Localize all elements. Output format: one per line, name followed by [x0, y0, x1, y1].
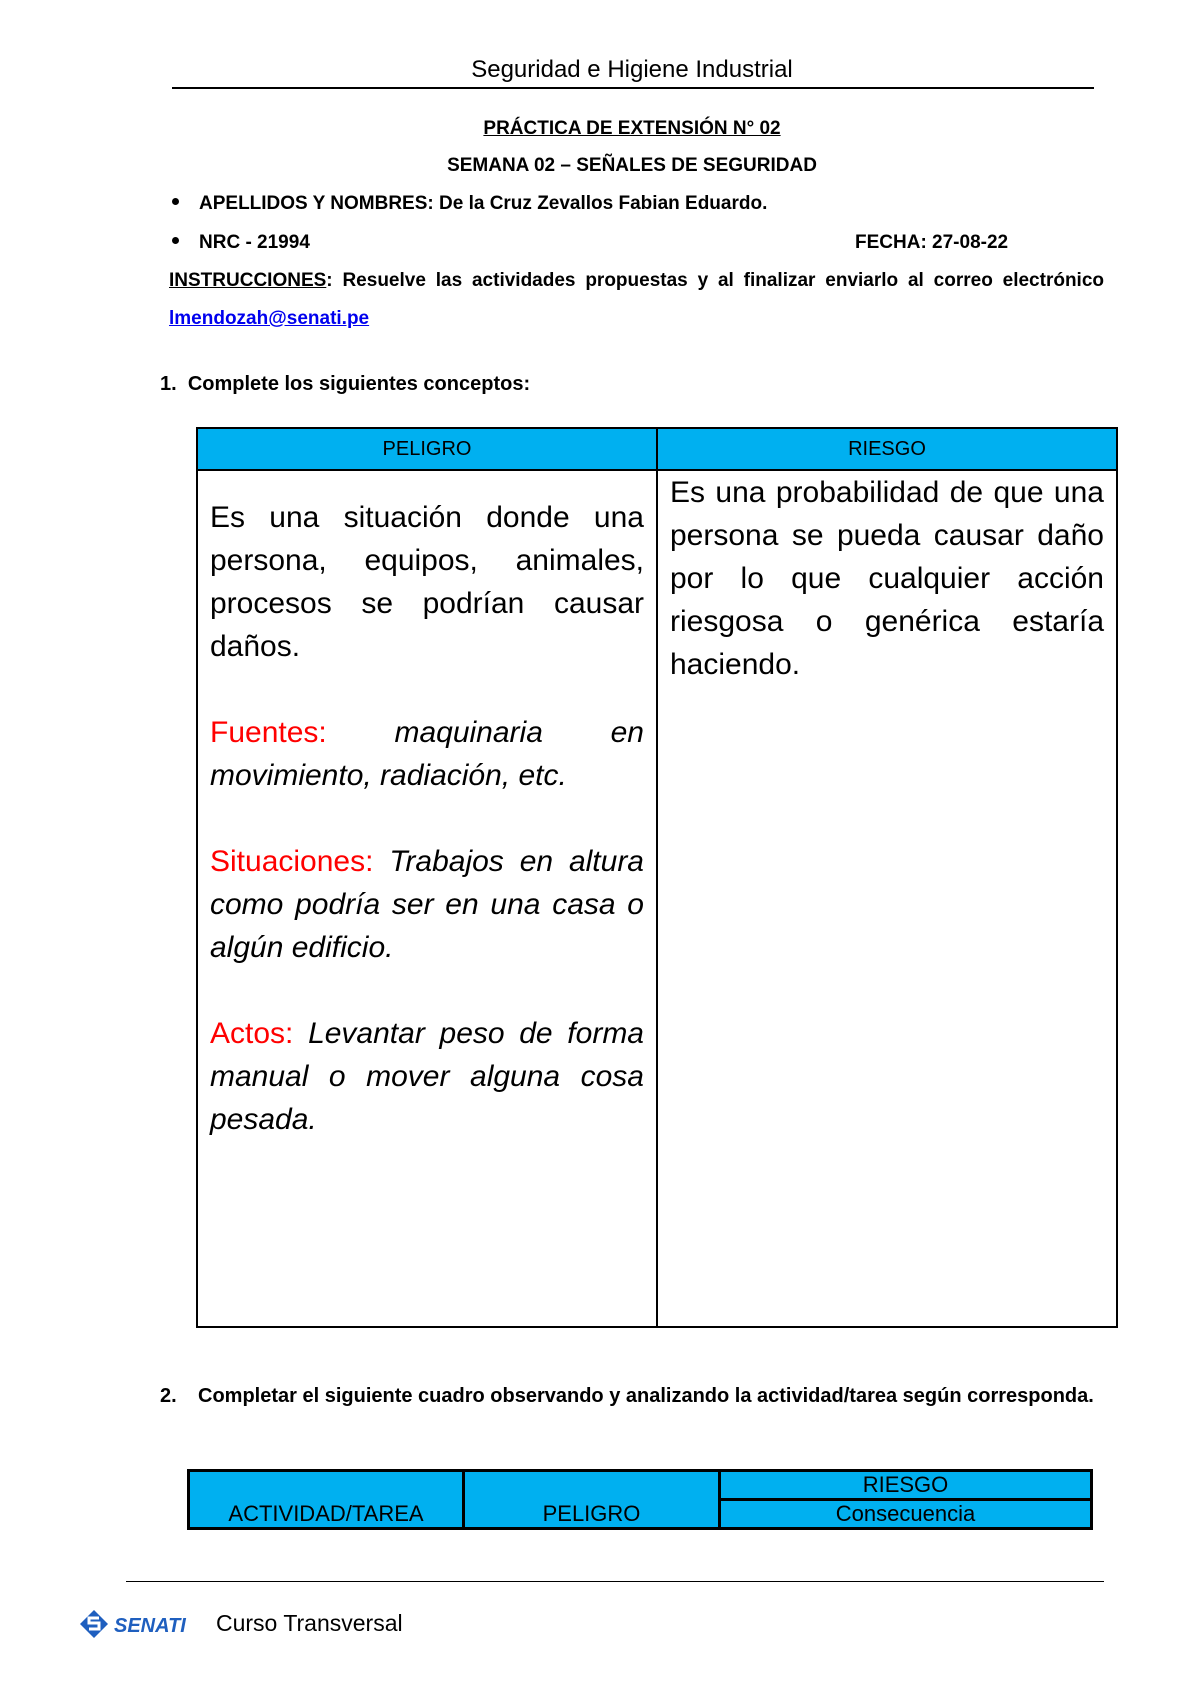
question-1	[160, 373, 530, 396]
document-subtitle: SEMANA 02 – SEÑALES DE SEGURIDAD	[447, 155, 817, 176]
peligro-definition: Es una situación donde una persona, equipos, animales, procesos se podrían causar daños.	[210, 501, 644, 663]
question-1-number: 1.	[160, 373, 177, 395]
peligro-header: PELIGRO	[197, 428, 657, 470]
actividad-header: ACTIVIDAD/TAREA	[189, 1471, 464, 1529]
instructions-label: INSTRUCCIONES	[169, 270, 327, 291]
fecha-value: FECHA: 27-08-22	[855, 232, 1009, 253]
instructions-text: : Resuelve las actividades propuestas y al finalizar enviarlo al correo electrónico	[326, 270, 1104, 291]
bullet-icon	[172, 198, 179, 205]
names-value: De la Cruz Zevallos Fabian Eduardo.	[439, 193, 768, 214]
logo-text: SENATI	[114, 1615, 186, 1637]
riesgo-col-header: RIESGO	[720, 1471, 1092, 1500]
fuentes-paragraph	[210, 711, 644, 797]
header-title: Seguridad e Higiene Industrial	[471, 56, 793, 83]
question-2	[160, 1382, 1104, 1410]
footer-divider	[126, 1581, 1104, 1582]
nrc-value: NRC - 21994	[199, 232, 310, 253]
actos-label: Actos:	[210, 1017, 294, 1050]
question-1-text: Complete los siguientes conceptos:	[187, 373, 531, 395]
question-2-number: 2.	[160, 1385, 177, 1407]
consecuencia-header: Consecuencia	[720, 1500, 1092, 1529]
names-row	[172, 193, 1092, 215]
activity-table	[187, 1469, 1093, 1530]
actos-text: Levantar peso de forma manual o mover alguna cosa pesada.	[210, 1017, 644, 1136]
footer-course: Curso Transversal	[216, 1610, 403, 1636]
fuentes-text: maquinaria en movimiento, radiación, etc.	[210, 716, 644, 792]
instructions	[169, 262, 1104, 338]
question-2-text: Completar el siguiente cuadro observando y analizando la actividad/tarea según corresponda.	[198, 1385, 1094, 1407]
nrc-row	[172, 232, 1092, 254]
concepts-table	[196, 427, 1118, 1328]
riesgo-header: RIESGO	[657, 428, 1117, 470]
situaciones-paragraph	[210, 840, 644, 969]
fuentes-label: Fuentes:	[210, 716, 327, 749]
email-link[interactable]: lmendozah@senati.pe	[169, 308, 370, 329]
senati-logo	[78, 1607, 198, 1641]
document-title: PRÁCTICA DE EXTENSIÓN N° 02	[483, 118, 781, 139]
senati-logo-icon	[78, 1607, 198, 1641]
situaciones-text: Trabajos en altura como podría ser en una casa o algún edificio.	[210, 845, 644, 964]
peligro-cell	[197, 470, 657, 1327]
situaciones-label: Situaciones:	[210, 845, 374, 878]
header-divider	[172, 87, 1094, 89]
peligro-col-header: PELIGRO	[464, 1471, 720, 1529]
names-label: APELLIDOS Y NOMBRES:	[199, 193, 434, 214]
riesgo-cell	[657, 470, 1117, 1327]
bullet-icon	[172, 237, 179, 244]
actos-paragraph	[210, 1012, 644, 1141]
riesgo-definition: Es una probabilidad de que una persona se pueda causar daño por lo que cualquier acción riesgosa o genérica estaría haciendo.	[670, 476, 1104, 681]
